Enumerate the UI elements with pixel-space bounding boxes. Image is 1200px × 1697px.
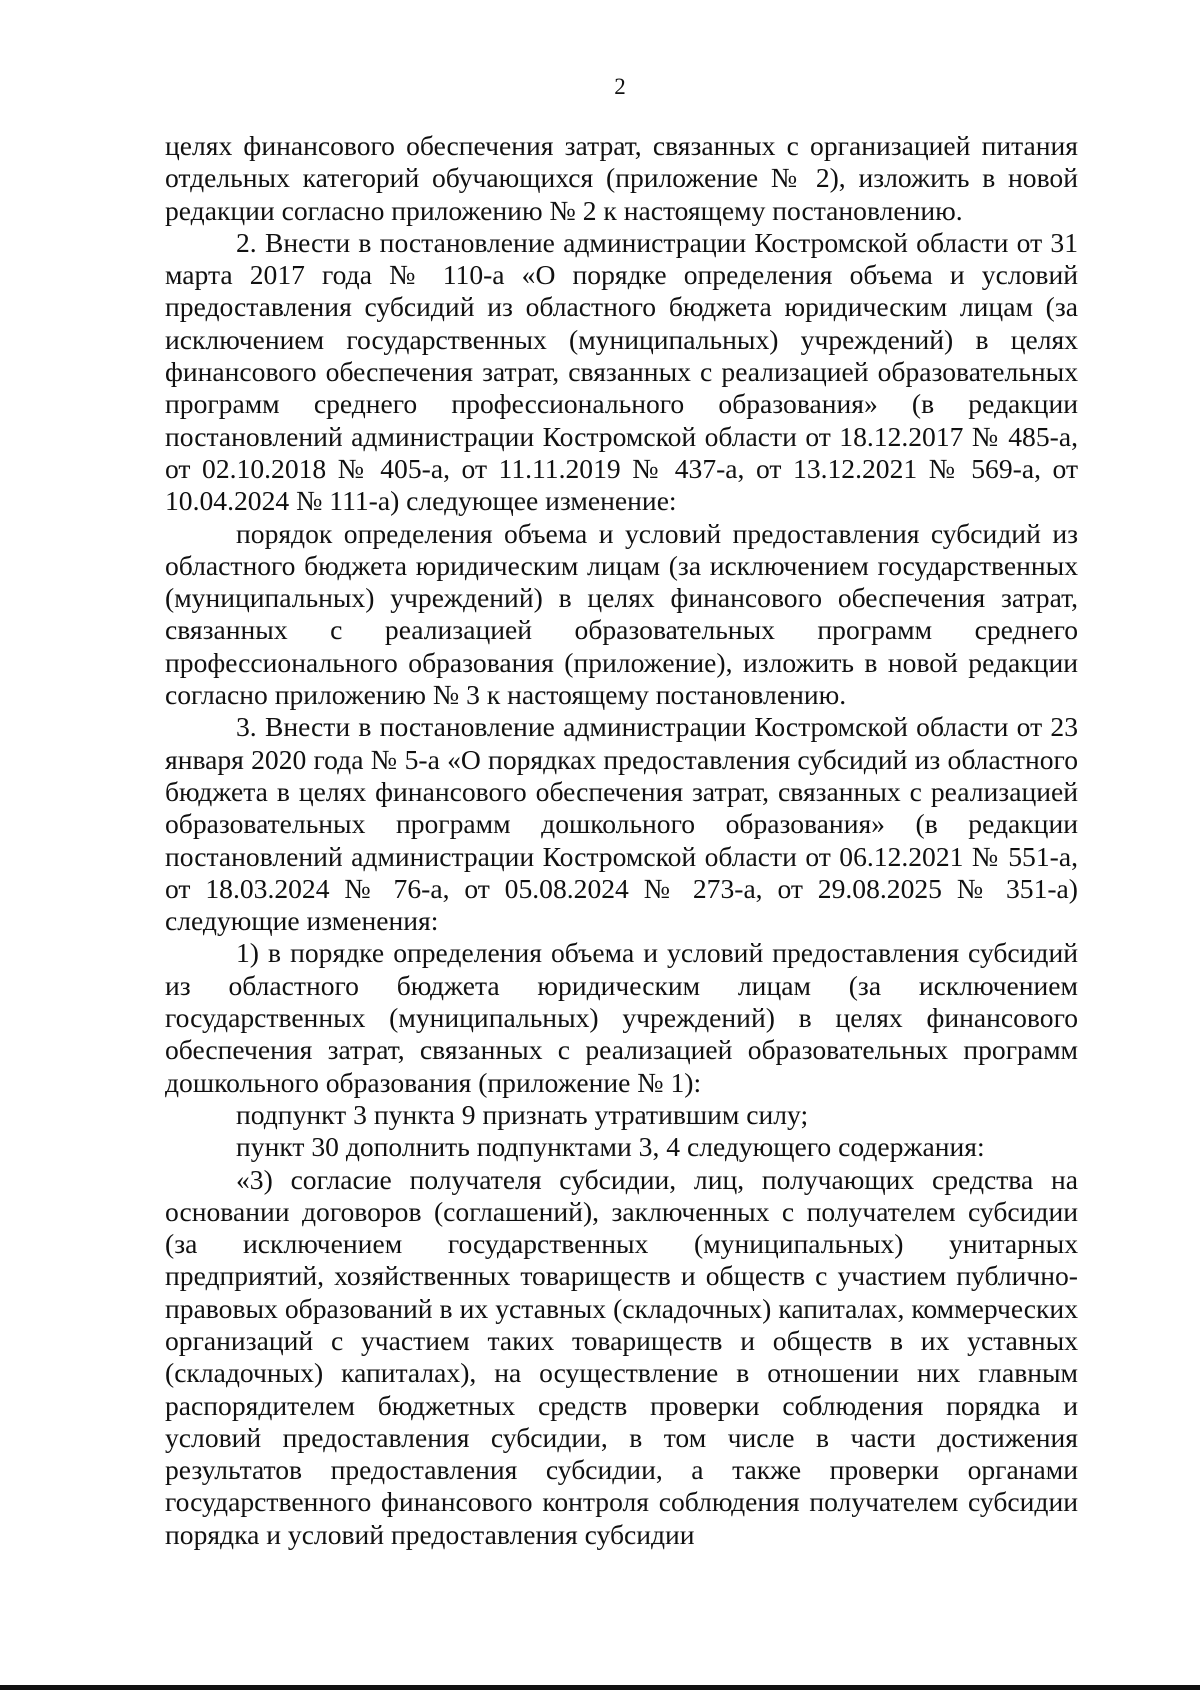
paragraph-6: подпункт 3 пункта 9 признать утратившим силу; [236, 1098, 809, 1130]
paragraph-4: 3. Внести в постановление администрации Костромской области от 23 января 2020 года № 5-а «О порядках предоставления субсидий из областного бюджета в целях финансового обеспечения затрат, связанных с реализацией образовательных программ дошкольного образования» (в редакции постановлений администрации Костромской области от 06.12.2021 № 551-а, от 18.03.2024 № 76-а, от 05.08.2024 № 273-а, от 29.08.2025 № 351-а) следующие изменения: [165, 711, 1078, 937]
paragraph-5: 1) в порядке определения объема и условий предоставления субсидий из областного бюджета юридическим лицам (за исключением государственных (муниципальных) учреждений) в целях финансового обеспечения затрат, связанных с реализацией образовательных программ дошкольного образования (приложение № 1): [165, 937, 1078, 1098]
paragraph-1: целях финансового обеспечения затрат, связанных с организацией питания отдельных категорий обучающихся (приложение № 2), изложить в новой редакции согласно приложению № 2 к настоящему постановлению. [165, 130, 1078, 226]
paragraph-2: 2. Внести в постановление администрации Костромской области от 31 марта 2017 года № 110-а «О порядке определения объема и условий предоставления субсидий из областного бюджета юридическим лицам (за исключением государственных (муниципальных) учреждений) в целях финансового обеспечения затрат, связанных с реализацией образовательных программ среднего профессионального образования» (в редакции постановлений администрации Костромской области от 18.12.2017 № 485-а, от 02.10.2018 № 405-а, от 11.11.2019 № 437-а, от 13.12.2021 № 569-а, от 10.04.2024 № 111-а) следующее изменение: [165, 226, 1078, 517]
bottom-border-line [0, 1685, 1200, 1690]
paragraph-3: порядок определения объема и условий предоставления субсидий из областного бюджета юридическим лицам (за исключением государственных (муниципальных) учреждений) в целях финансового обеспечения затрат, связанных с реализацией образовательных программ среднего профессионального образования (приложение), изложить в новой редакции согласно приложению № 3 к настоящему постановлению. [165, 517, 1078, 711]
paragraph-7: пункт 30 дополнить подпунктами 3, 4 следующего содержания: [236, 1131, 985, 1163]
document-body [165, 130, 1078, 1551]
paragraph-8: «3) согласие получателя субсидии, лиц, получающих средства на основании договоров (соглашений), заключенных с получателем субсидии (за исключением государственных (муниципальных) унитарных предприятий, хозяйственных товариществ и обществ с участием публично-правовых образований в их уставных (складочных) капиталах, коммерческих организаций с участием таких товариществ и обществ в их уставных (складочных) капиталах), на осуществление в отношении них главным распорядителем бюджетных средств проверки соблюдения порядка и условий предоставления субсидии, в том числе в части достижения результатов предоставления субсидии, а также проверки органами государственного финансового контроля соблюдения получателем субсидии порядка и условий предоставления субсидии [165, 1163, 1078, 1550]
page-number: 2 [614, 74, 626, 99]
